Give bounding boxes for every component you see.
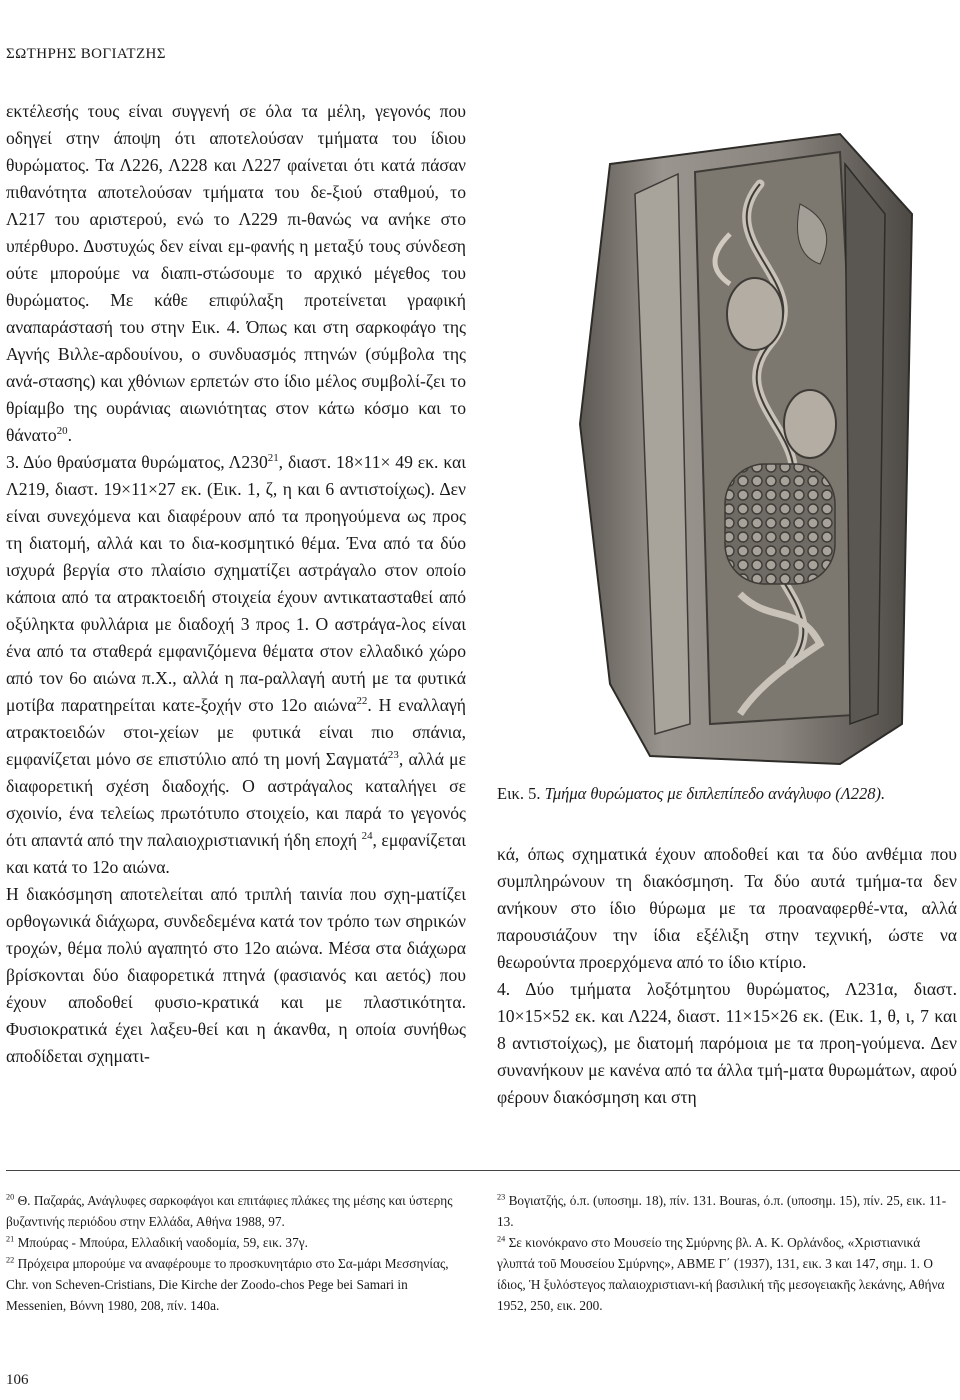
paragraph: 4. Δύο τμήματα λοξότμητου θυρώματος, Λ231α, διαστ. 10×15×52 εκ. και Λ224, διαστ. 11×15×26 εκ. (Εικ. 1, θ, ι, 7 και 8 αντιστοίχως), με διατομή παρόμοια με τα προη-γούμενα. Δεν συνανήκουν με κανένα από τα άλλα τμή-ματα θυρωμάτων, αφού φέρουν διακόσμηση και στη [497,979,957,1107]
text-run: , εμφανίζεται και κατά το 12ο αιώνα. [6,830,467,877]
caption-label: Εικ. 5. [497,784,541,803]
footnote-ref[interactable]: 20 [56,425,68,438]
footnote-number: 22 [6,1255,15,1265]
footnote [6,1190,466,1232]
text-run: εκτέλεσής τους είναι συγγενή σε όλα τα μέλη, γεγονός που οδηγεί στην άποψη ότι αποτελούσαν τμήματα του ίδιου θυρώματος. Τα Λ226, Λ228 και Λ227 φαίνεται ότι κατά πάσαν πιθανότητα αποτελούσαν τμήματα του δε-ξιού σταθμού, το Λ217 του αριστερού, ενώ το Λ229 πι-θανώς να ανήκε στο υπέρθυρο. Δυστυχώς δεν είναι εμ-φανής η μεταξύ τους σύνδεση ούτε μπορούμε να διαπι-στώσουμε το αρχικό μέγεθος του θυρώματος. Με κάθε επιφύλαξη προτείνεται γραφική αναπαράστασή του στην Εικ. 4. Όπως και στη σαρκοφάγο της Αγνής Βιλλε-αρδουίνου, ο συνδυασμός πτηνών (σύμβολα της ανά-στασης) και χθόνιων ερπετών στο ίδιο μέλος συμβολί-ζει το θρίαμβο της ουράνιας αιωνιότητας στον κάτω κόσμο και το θάνατο [6,101,466,445]
footnote-number: 24 [497,1234,506,1244]
running-header: ΣΩΤΗΡΗΣ ΒΟΓΙΑΤΖΗΣ [6,46,166,62]
text-run: , διαστ. 18×11× 49 εκ. και Λ219, διαστ. 19×11×27 εκ. (Εικ. 1, ζ, η και 6 αντιστοίχως). Δεν είναι συνεχόμενα και διαφέρουν από τα προηγούμενα ως προς τη διατομή, αλλά και το δια-κοσμητικό θέμα. Ένα από τα δύο ισχυρά βεργία στο πλαίσιο σχηματίζει αστράγαλο στον οποίο κάποια από τα ατρακτοειδή στοιχεία έχουν αντικατασταθεί από οξύληκτα φυλλάρια με διαδοχή 3 προς 1. Ο αστράγα-λος είναι ένα από τα σταθερά εμφανιζόμενα θέματα στον ελλαδικό χώρο από τον 6ο αιώνα π.Χ., αλλά η πα-ραλλαγή αυτή με τα φυτικά μοτίβα παρατηρείται κατε-ξοχήν στο 12ο αιώνα [6,452,467,715]
paragraph: κά, όπως σχηματικά έχουν αποδοθεί και τα δύο ανθέμια που συμπληρώνουν τη διακόσμηση. Τα δύο αυτά τμήμα-τα δεν ανήκουν στο ίδιο θύρωμα με τα προαναφερθέ-ντα, αλλά παρουσιάζουν την ίδια εξέλιξη στην τεχνική, ώστε να θεωρούντα προερχόμενα από το ίδιο κτίριο. [497,844,957,972]
footnote-divider [6,1170,960,1171]
footnote-text: Πρόχειρα μπορούμε να αναφέρουμε το προσκυνητάριο στο Σα-μάρι Μεσσηνίας, Chr. von Scheven-Cristians, Die Kirche der Zoodo-chos Pege bei Samari in Messenien, Βόννη 1980, 208, πίν. 140a. [6,1256,449,1313]
footnote-number: 23 [497,1192,506,1202]
footnote [497,1190,957,1232]
figure-photo-door-fragment [540,124,932,774]
text-run: . [67,425,72,445]
footnotes-left [6,1190,466,1316]
text-run: 3. Δύο θραύσματα θυρώματος, Λ230 [6,452,268,472]
footnote-ref[interactable]: 22 [356,695,368,708]
footnote-ref[interactable]: 23 [387,749,399,762]
footnote-text: Βογιατζής, ό.π. (υποσημ. 18), πίν. 131. Bouras, ό.π. (υποσημ. 15), πίν. 25, εικ. 11-13. [497,1193,947,1229]
footnote-number: 21 [6,1234,15,1244]
footnote [497,1232,957,1316]
text-run: , αλλά με διαφορετική σχέση διαδοχής. Ο αστράγαλος καταλήγει σε σχοινίο, ένα τελείως πρωτότυπο στοιχείο, και παρά το γεγονός ότι απαντά από την παλαιοχριστιανική ήδη εποχή [6,749,466,850]
figure-caption [497,783,957,805]
page-number: 106 [6,1372,29,1388]
footnote [6,1232,466,1253]
left-column [6,98,466,1070]
footnote-ref[interactable]: 24 [361,830,373,843]
paragraph [6,449,466,881]
footnotes-right [497,1190,957,1316]
right-column [497,841,957,1111]
footnote-ref[interactable]: 21 [267,452,279,465]
footnote-number: 20 [6,1192,15,1202]
paragraph [6,98,466,449]
footnote [6,1253,466,1316]
caption-text: Τμήμα θυρώματος με διπλεπίπεδο ανάγλυφο (Λ228). [544,784,886,803]
stone-relief-image [540,124,932,774]
paragraph: Η διακόσμηση αποτελείται από τριπλή ταινία που σχη-ματίζει ορθογωνικά διάχωρα, συνδεδεμένα κατά τον τρόπο των σηρικών τροχών, θέμα πολύ αγαπητό στο 12ο αιώνα. Μέσα στα διάχωρα βρίσκονται δύο διαφορετικά πτηνά (φασιανός και αετός) που έχουν αποδοθεί φυσιο-κρατικά και με πλαστικότητα. Φυσιοκρατικά έχει λαξευ-θεί και η άκανθα, η οποία συνήθως αποδίδεται σχηματι- [6,884,466,1066]
text-run: . Η εναλλαγή ατρακτοειδών στοι-χείων με φυτικά είναι πιο σπάνια, εμφανίζεται μόνο σε επιστύλιο από τη μονή Σαγματά [6,695,466,769]
footnote-text: Σε κιονόκρανο στο Μουσείο της Σμύρνης βλ. Α. Κ. Ορλάνδος, «Χριστιανικά γλυπτά τοῦ Μουσείου Σμύρνης», ΑΒΜΕ Γ΄ (1937), 131, εικ. 3 και 147, σημ. 1. Ο ίδιος, Ἡ ξυλόστεγος παλαιοχριστιανι-κή βασιλική τῆς μεσογειακῆς λεκάνης, Αθήνα 1952, 250, εικ. 200. [497,1235,945,1313]
footnote-text: Θ. Παζαράς, Ανάγλυφες σαρκοφάγοι και επιτάφιες πλάκες της μέσης και ύστερης βυζαντινής περιόδου στην Ελλάδα, Αθήνα 1988, 97. [6,1193,453,1229]
footnote-text: Μπούρας - Μπούρα, Ελλαδική ναοδομία, 59, εικ. 37γ. [17,1235,308,1250]
